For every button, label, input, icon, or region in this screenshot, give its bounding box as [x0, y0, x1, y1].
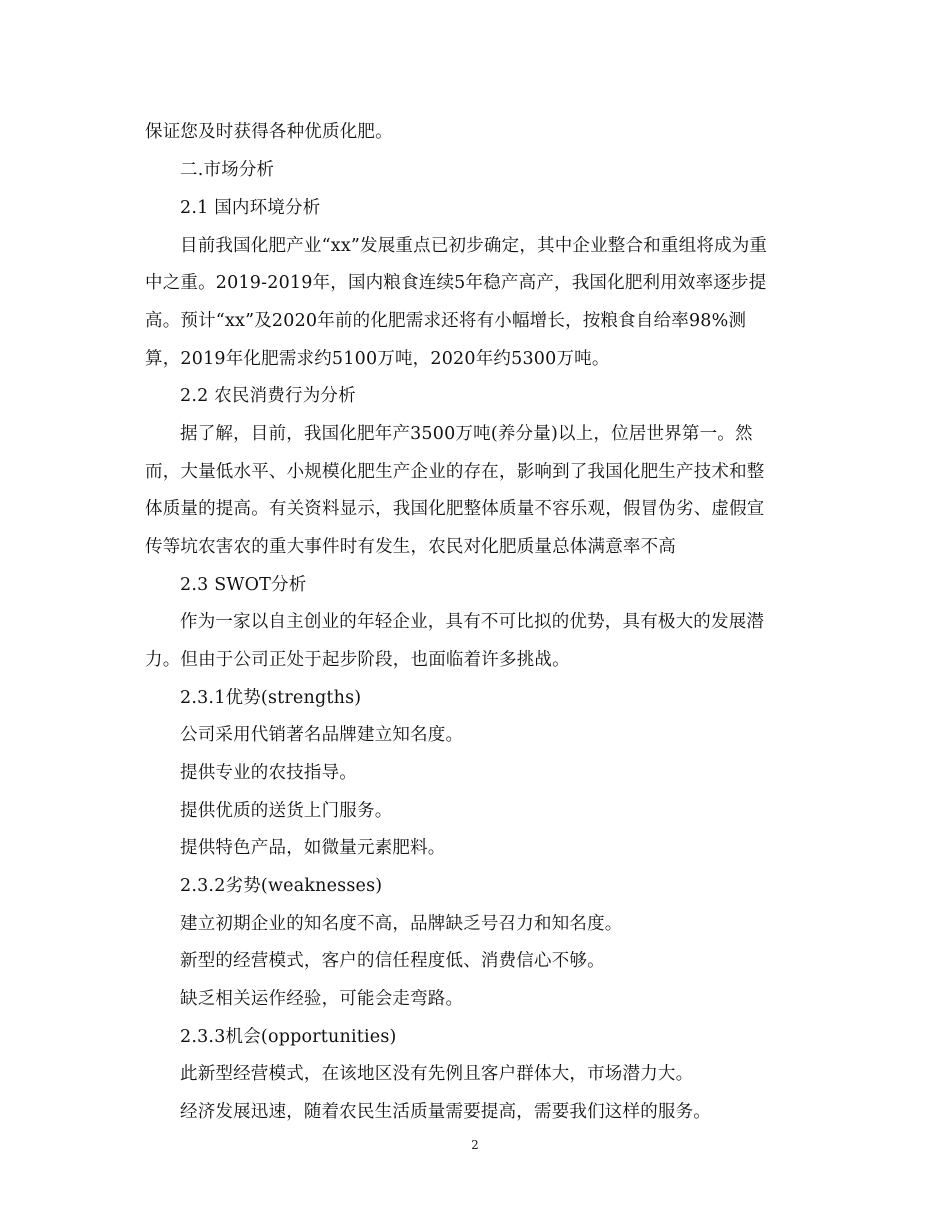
list-item: 建立初期企业的知名度不高，品牌缺乏号召力和知名度。: [180, 914, 623, 934]
list-item: 公司采用代销著名品牌建立知名度。: [180, 725, 464, 745]
text-line: 据了解，目前，我国化肥年产3500万吨(养分量)以上，位居世界第一。然: [180, 424, 753, 444]
text-line: 而，大量低水平、小规模化肥生产企业的存在，影响到了我国化肥生产技术和整: [145, 462, 765, 482]
list-item: 提供特色产品，如微量元素肥料。: [180, 838, 446, 858]
text-line: 保证您及时获得各种优质化肥。: [145, 122, 393, 142]
text-line: 算，2019年化肥需求约5100万吨，2020年约5300万吨。: [145, 349, 610, 369]
subsection-heading: 2.2 农民消费行为分析: [180, 386, 356, 406]
text-line: 中之重。2019-2019年，国内粮食连续5年稳产高产，我国化肥利用效率逐步提: [145, 273, 767, 293]
list-item: 提供专业的农技指导。: [180, 763, 357, 783]
list-item: 提供优质的送货上门服务。: [180, 801, 393, 821]
list-item: 此新型经营模式，在该地区没有先例且客户群体大，市场潜力大。: [180, 1064, 694, 1084]
text-line: 传等坑农害农的重大事件时有发生，农民对化肥质量总体满意率不高: [145, 537, 676, 557]
text-line: 高。预计“xx”及2020年前的化肥需求还将有小幅增长，按粮食自给率98%测: [145, 311, 747, 331]
list-item: 缺乏相关运作经验，可能会走弯路。: [180, 989, 464, 1009]
text-line: 力。但由于公司正处于起步阶段，也面临着许多挑战。: [145, 650, 570, 670]
subsection-heading: 2.3 SWOT分析: [180, 575, 307, 595]
subsection-heading: 2.1 国内环境分析: [180, 198, 321, 218]
list-item: 经济发展迅速，随着农民生活质量需要提高，需要我们这样的服务。: [180, 1102, 711, 1122]
section-heading: 二.市场分析: [180, 160, 275, 180]
text-line: 目前我国化肥产业“xx”发展重点已初步确定，其中企业整合和重组将成为重: [180, 236, 768, 256]
text-line: 作为一家以自主创业的年轻企业，具有不可比拟的优势，具有极大的发展潜: [180, 612, 765, 632]
subsection-heading: 2.3.1优势(strengths): [180, 688, 362, 708]
text-line: 体质量的提高。有关资料显示，我国化肥整体质量不容乐观，假冒伪劣、虚假宣: [145, 499, 765, 519]
subsection-heading: 2.3.3机会(opportunities): [180, 1027, 397, 1047]
page-number: 2: [471, 1138, 479, 1152]
list-item: 新型的经营模式，客户的信任程度低、消费信心不够。: [180, 951, 605, 971]
subsection-heading: 2.3.2劣势(weaknesses): [180, 876, 383, 896]
